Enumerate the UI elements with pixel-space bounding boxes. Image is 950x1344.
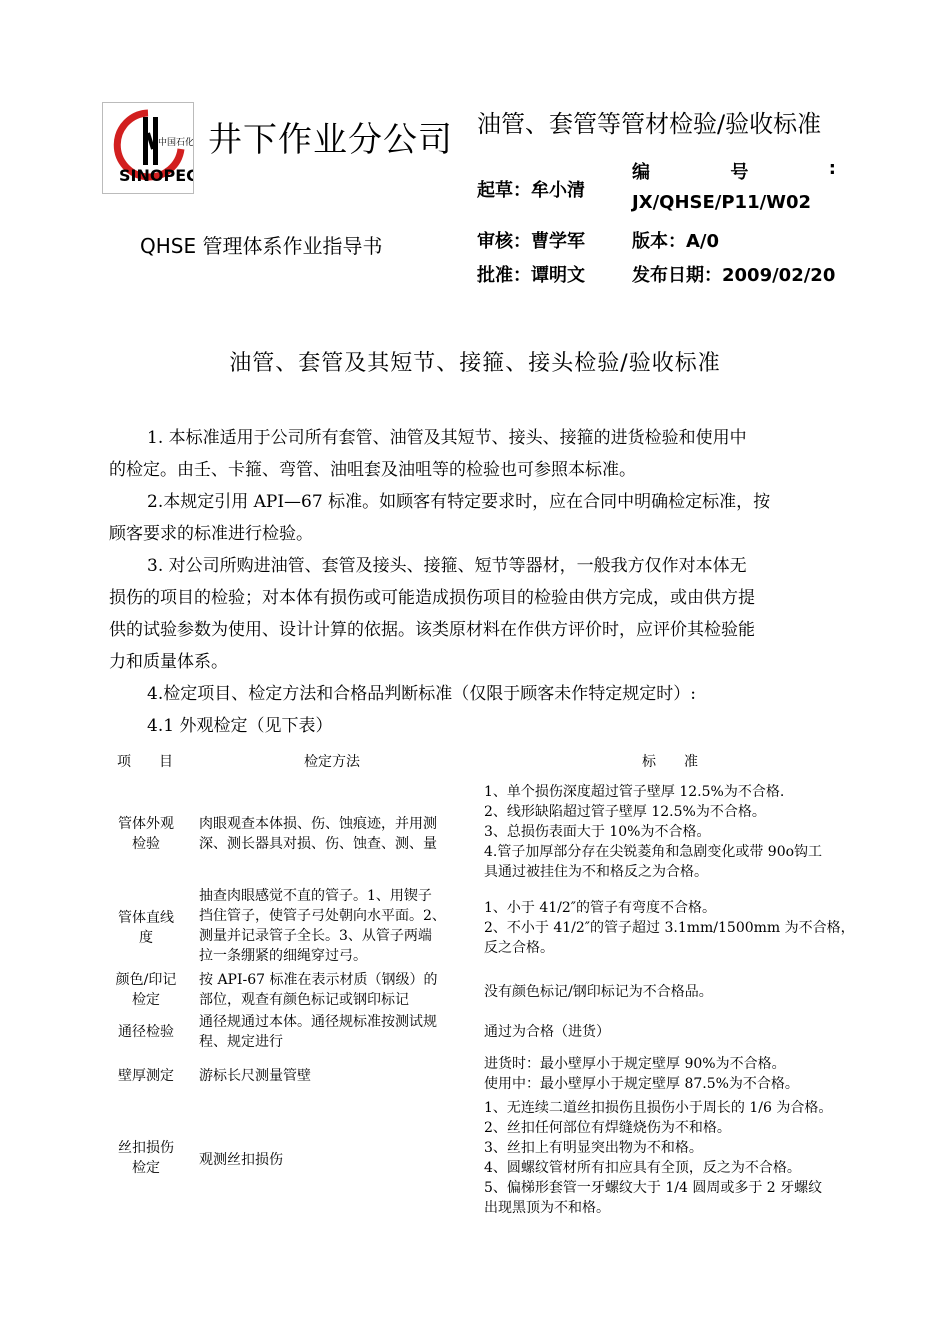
document-title: 油管、套管等管材检验/验收标准: [477, 110, 822, 138]
cell-line: 观测丝扣损伤: [199, 1152, 283, 1168]
table-header-item: 项 目: [117, 754, 173, 770]
cell-line: 检验: [132, 836, 160, 852]
cell-line: 1、小于 41/2″的管子有弯度不合格。: [484, 900, 717, 916]
table-row-method: [199, 814, 471, 854]
number-label-char: 号: [730, 162, 749, 183]
paragraph-line: 3. 对公司所购进油管、套管及接头、接箍、短节等器材，一般我方仅作对本体无: [147, 556, 747, 576]
paragraph-4: [109, 678, 834, 710]
cell-line: 检定: [132, 992, 160, 1008]
table-row-item: [108, 1022, 184, 1042]
table-row-method: [199, 1012, 471, 1052]
paragraph-line: 力和质量体系。: [109, 652, 228, 672]
cell-line: 具通过被挂住为不和格反之为合格。: [484, 864, 708, 880]
table-row-standard: [484, 1054, 864, 1094]
cell-line: 2、线形缺陷超过管子壁厚 12.5%为不合格。: [484, 804, 766, 820]
sinopec-logo: [102, 102, 194, 194]
cell-line: 按 API-67 标准在表示材质（钢级）的: [199, 972, 438, 988]
table-row-standard: [484, 1098, 864, 1218]
cell-line: 挡住管子，使管子弓处朝向水平面。2、: [199, 908, 446, 924]
cell-line: 1、单个损伤深度超过管子壁厚 12.5%为不合格.: [484, 784, 785, 800]
paragraph-1: [109, 422, 834, 486]
table-row-standard: [484, 782, 864, 882]
cell-line: 通径规通过本体。通径规标准按测试规: [199, 1014, 437, 1030]
table-row-standard: [484, 982, 864, 1002]
cell-line: 拉一条绷紧的细绳穿过弓。: [199, 948, 367, 964]
paragraph-line: 损伤的项目的检验；对本体有损伤或可能造成损伤项目的检验由供方完成，或由供方提: [109, 588, 755, 608]
release-date-field: 发布日期：2009/02/20: [632, 265, 836, 286]
management-system-label: QHSE 管理体系作业指导书: [140, 234, 383, 258]
paragraph-2: [109, 486, 834, 550]
table-row-standard: [484, 898, 864, 958]
reviewer-field: 审核：曹学军: [477, 231, 585, 252]
cell-line: 进货时：最小壁厚小于规定壁厚 90%为不合格。: [484, 1056, 786, 1072]
sinopec-logo-icon: [103, 103, 193, 193]
cell-line: 出现黑顶为不和格。: [484, 1200, 610, 1216]
cell-line: 1、无连续二道丝扣损伤且损伤小于周长的 1/6 为合格。: [484, 1100, 833, 1116]
cell-line: 4、圆螺纹管材所有扣应具有全顶，反之为不合格。: [484, 1160, 801, 1176]
cell-line: 深、测长器具对损、伤、蚀查、测、量: [199, 836, 437, 852]
paragraph-3: [109, 550, 834, 678]
cell-line: 游标长尺测量管壁: [199, 1068, 311, 1084]
table-row-method: [199, 886, 471, 966]
number-label-char: :: [828, 158, 836, 179]
cell-line: 4.管子加厚部分存在尖锐菱角和急剧变化或带 90o钩工: [484, 844, 823, 860]
cell-line: 管体直线: [118, 910, 174, 926]
drafter-field: 起草：牟小清: [477, 180, 585, 201]
paragraph-line: 2.本规定引用 API—67 标准。如顾客有特定要求时，应在合同中明确检定标准，按: [147, 492, 771, 512]
table-row-method: [199, 1066, 471, 1086]
table-row-method: [199, 1150, 471, 1170]
number-label-char: 编: [632, 162, 650, 183]
cell-line: 2、丝扣任何部位有焊缝烧伤为不和格。: [484, 1120, 731, 1136]
cell-line: 丝扣损伤: [118, 1140, 174, 1156]
table-row-item: [108, 1066, 184, 1086]
cell-line: 度: [139, 930, 153, 946]
cell-line: 3、丝扣上有明显突出物为不和格。: [484, 1140, 703, 1156]
cell-line: 管体外观: [118, 816, 174, 832]
cell-line: 2、不小于 41/2″的管子超过 3.1mm/1500mm 为不合格，: [484, 920, 855, 936]
paragraph-line: 4.1 外观检定（见下表）: [147, 716, 333, 736]
cell-line: 检定: [132, 1160, 160, 1176]
svg-text:中国石化: 中国石化: [158, 138, 193, 148]
company-name: 井下作业分公司: [208, 120, 453, 160]
svg-text:SINOPEC: SINOPEC: [119, 166, 193, 185]
table-row-standard: [484, 1022, 864, 1042]
version-field: 版本：A/0: [632, 231, 720, 252]
table-row-item: [108, 908, 184, 948]
paragraph-line: 4.检定项目、检定方法和合格品判断标准（仅限于顾客未作特定规定时）:: [147, 684, 696, 704]
document-number: JX/QHSE/P11/W02: [632, 192, 812, 213]
paragraph-line: 1. 本标准适用于公司所有套管、油管及其短节、接头、接箍的进货检验和使用中: [147, 428, 747, 448]
cell-line: 通径检验: [118, 1024, 174, 1040]
table-row-item: [108, 970, 184, 1010]
cell-line: 程、规定进行: [199, 1034, 283, 1050]
paragraph-4-1: [109, 710, 834, 742]
cell-line: 使用中：最小壁厚小于规定壁厚 87.5%为不合格。: [484, 1076, 799, 1092]
cell-line: 壁厚测定: [118, 1068, 174, 1084]
approver-field: 批准：谭明文: [477, 265, 585, 286]
cell-line: 部位，观查有颜色标记或钢印标记: [199, 992, 409, 1008]
cell-line: 肉眼观查本体损、伤、蚀痕迹，并用测: [199, 816, 437, 832]
cell-line: 通过为合格（进货）: [484, 1024, 610, 1040]
cell-line: 5、偏梯形套管一牙螺纹大于 1/4 圆周或多于 2 牙螺纹: [484, 1180, 823, 1196]
cell-line: 颜色/印记: [115, 972, 177, 988]
table-row-method: [199, 970, 471, 1010]
paragraph-line: 供的试验参数为使用、设计计算的依据。该类原材料在作供方评价时，应评价其检验能: [109, 620, 755, 640]
table-header-method: 检定方法: [304, 754, 360, 770]
cell-line: 反之合格。: [484, 940, 554, 956]
main-title: 油管、套管及其短节、接箍、接头检验/验收标准: [229, 351, 721, 376]
cell-line: 测量并记录管子全长。3、从管子两端: [199, 928, 432, 944]
table-row-item: [108, 814, 184, 854]
table-header-standard: 标 准: [642, 754, 698, 770]
paragraph-line: 的检定。由壬、卡箍、弯管、油咀套及油咀等的检验也可参照本标准。: [109, 460, 636, 480]
document-number-label: [632, 158, 836, 184]
cell-line: 没有颜色标记/钢印标记为不合格品。: [484, 984, 713, 1000]
paragraph-line: 顾客要求的标准进行检验。: [109, 524, 313, 544]
cell-line: 3、总损伤表面大于 10%为不合格。: [484, 824, 711, 840]
table-row-item: [108, 1138, 184, 1178]
cell-line: 抽查肉眼感觉不直的管子。1、用锲子: [199, 888, 432, 904]
